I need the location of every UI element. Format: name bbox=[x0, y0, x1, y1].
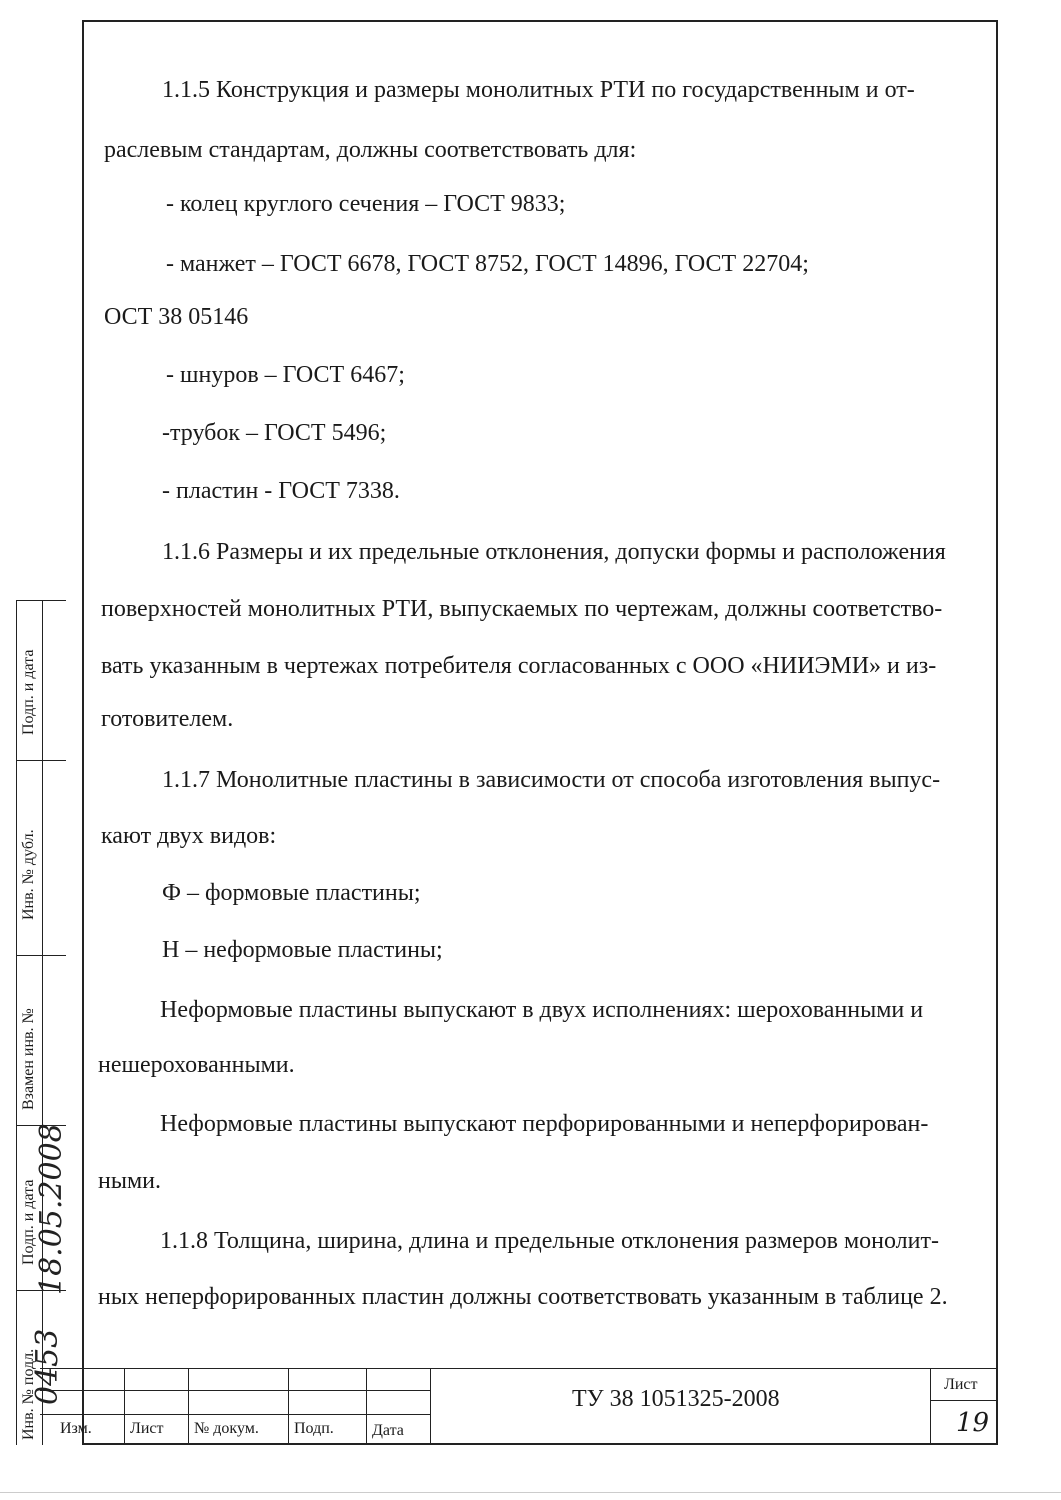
text-line: готовителем. bbox=[101, 706, 234, 732]
text-line: 1.1.6 Размеры и их предельные отклонения, допуски формы и расположения bbox=[162, 539, 946, 565]
col-doc-label: № докум. bbox=[194, 1420, 259, 1437]
text-line: - колец круглого сечения – ГОСТ 9833; bbox=[166, 191, 566, 217]
text-line: ОСТ 38 05146 bbox=[104, 304, 249, 330]
sign-date-label-2: Подп. и дата bbox=[20, 1179, 37, 1265]
scan-edge-line bbox=[0, 1492, 1061, 1493]
text-line: - пластин - ГОСТ 7338. bbox=[162, 478, 400, 504]
col-sign-label: Подп. bbox=[294, 1420, 334, 1437]
document-code: ТУ 38 1051325-2008 bbox=[572, 1386, 780, 1412]
col-sheet-label: Лист bbox=[130, 1420, 164, 1437]
replace-inv-label: Взамен инв. № bbox=[20, 1008, 37, 1110]
col-change-label: Изм. bbox=[60, 1420, 92, 1437]
text-line: - манжет – ГОСТ 6678, ГОСТ 8752, ГОСТ 14896, ГОСТ 22704; bbox=[166, 251, 809, 277]
text-line: вать указанным в чертежах потребителя согласованных с ООО «НИИЭМИ» и из- bbox=[101, 653, 937, 679]
text-line: Н – неформовые пластины; bbox=[162, 937, 443, 963]
col-date-label: Дата bbox=[372, 1422, 404, 1439]
inv-orig-label: Инв. № подл. bbox=[20, 1348, 37, 1440]
text-line: ных неперфорированных пластин должны соответствовать указанным в таблице 2. bbox=[98, 1284, 948, 1310]
text-line: Неформовые пластины выпускают перфорированными и неперфорирован- bbox=[160, 1111, 929, 1137]
sheet-number: 19 bbox=[956, 1408, 990, 1438]
title-block bbox=[40, 1368, 998, 1445]
text-line: - шнуров – ГОСТ 6467; bbox=[166, 362, 405, 388]
text-line: Ф – формовые пластины; bbox=[162, 880, 421, 906]
text-line: поверхностей монолитных РТИ, выпускаемых по чертежам, должны соответство- bbox=[101, 596, 943, 622]
text-line: ными. bbox=[98, 1168, 161, 1194]
text-line: 1.1.7 Монолитные пластины в зависимости от способа изготовления выпус- bbox=[162, 767, 941, 793]
handwritten-inv-number: 0453 bbox=[30, 1328, 65, 1405]
inv-dup-label: Инв. № дубл. bbox=[20, 829, 37, 920]
side-table bbox=[8, 600, 66, 1445]
text-line: раслевым стандартам, должны соответствовать для: bbox=[104, 137, 637, 163]
text-line: Неформовые пластины выпускают в двух исполнениях: шерохованными и bbox=[160, 997, 924, 1023]
handwritten-date: 18.05.2008 bbox=[34, 1123, 69, 1295]
sign-date-label: Подп. и дата bbox=[20, 649, 37, 735]
text-line: 1.1.8 Толщина, ширина, длина и предельные отклонения размеров монолит- bbox=[160, 1228, 939, 1254]
text-line: кают двух видов: bbox=[101, 823, 277, 849]
sheet-label: Лист bbox=[944, 1376, 978, 1393]
text-line: 1.1.5 Конструкция и размеры монолитных РТИ по государственным и от- bbox=[162, 77, 915, 103]
text-line: -трубок – ГОСТ 5496; bbox=[162, 420, 387, 446]
text-line: нешерохованными. bbox=[98, 1052, 295, 1078]
